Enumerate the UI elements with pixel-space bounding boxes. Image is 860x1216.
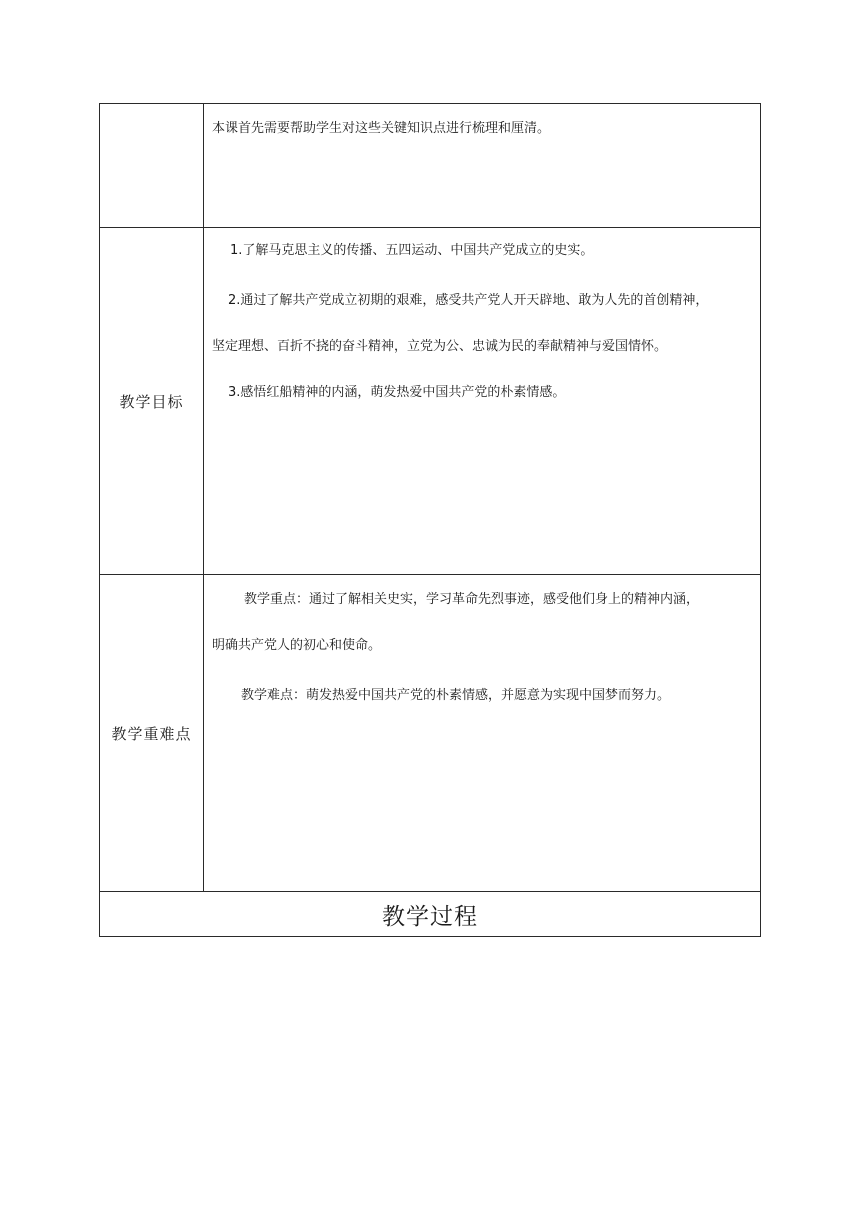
intro-content-cell — [204, 104, 761, 228]
intro-text: 本课首先需要帮助学生对这些关键知识点进行梳理和厘清。 — [212, 121, 551, 136]
key-point-focus: 教学重点：通过了解相关史实，学习革命先烈事迹，感受他们身上的精神内涵， — [244, 592, 700, 607]
intro-label-cell — [100, 104, 204, 228]
key-point-difficulty: 教学难点：萌发热爱中国共产党的朴素情感，并愿意为实现中国梦而努力。 — [241, 688, 671, 703]
goal-item-3: 3.感悟红船精神的内涵，萌发热爱中国共产党的朴素情感。 — [228, 385, 566, 400]
goal-item-1: 1.了解马克思主义的传播、五四运动、中国共产党成立的史实。 — [230, 243, 594, 258]
process-title: 教学过程 — [100, 892, 761, 937]
goals-row — [100, 228, 761, 575]
goal-item-2-continued: 坚定理想、百折不挠的奋斗精神，立党为公、忠诚为民的奉献精神与爱国情怀。 — [212, 339, 668, 354]
goal-item-2: 2.通过了解共产党成立初期的艰难，感受共产党人开天辟地、敢为人先的首创精神， — [228, 293, 709, 308]
lesson-plan-table — [99, 103, 761, 937]
key-points-label: 教学重难点 — [100, 575, 204, 892]
key-point-focus-continued: 明确共产党人的初心和使命。 — [212, 638, 382, 653]
intro-row — [100, 104, 761, 228]
key-points-row — [100, 575, 761, 892]
goals-content-cell — [204, 228, 761, 575]
process-row — [100, 892, 761, 937]
goals-label: 教学目标 — [100, 228, 204, 575]
key-points-content-cell — [204, 575, 761, 892]
